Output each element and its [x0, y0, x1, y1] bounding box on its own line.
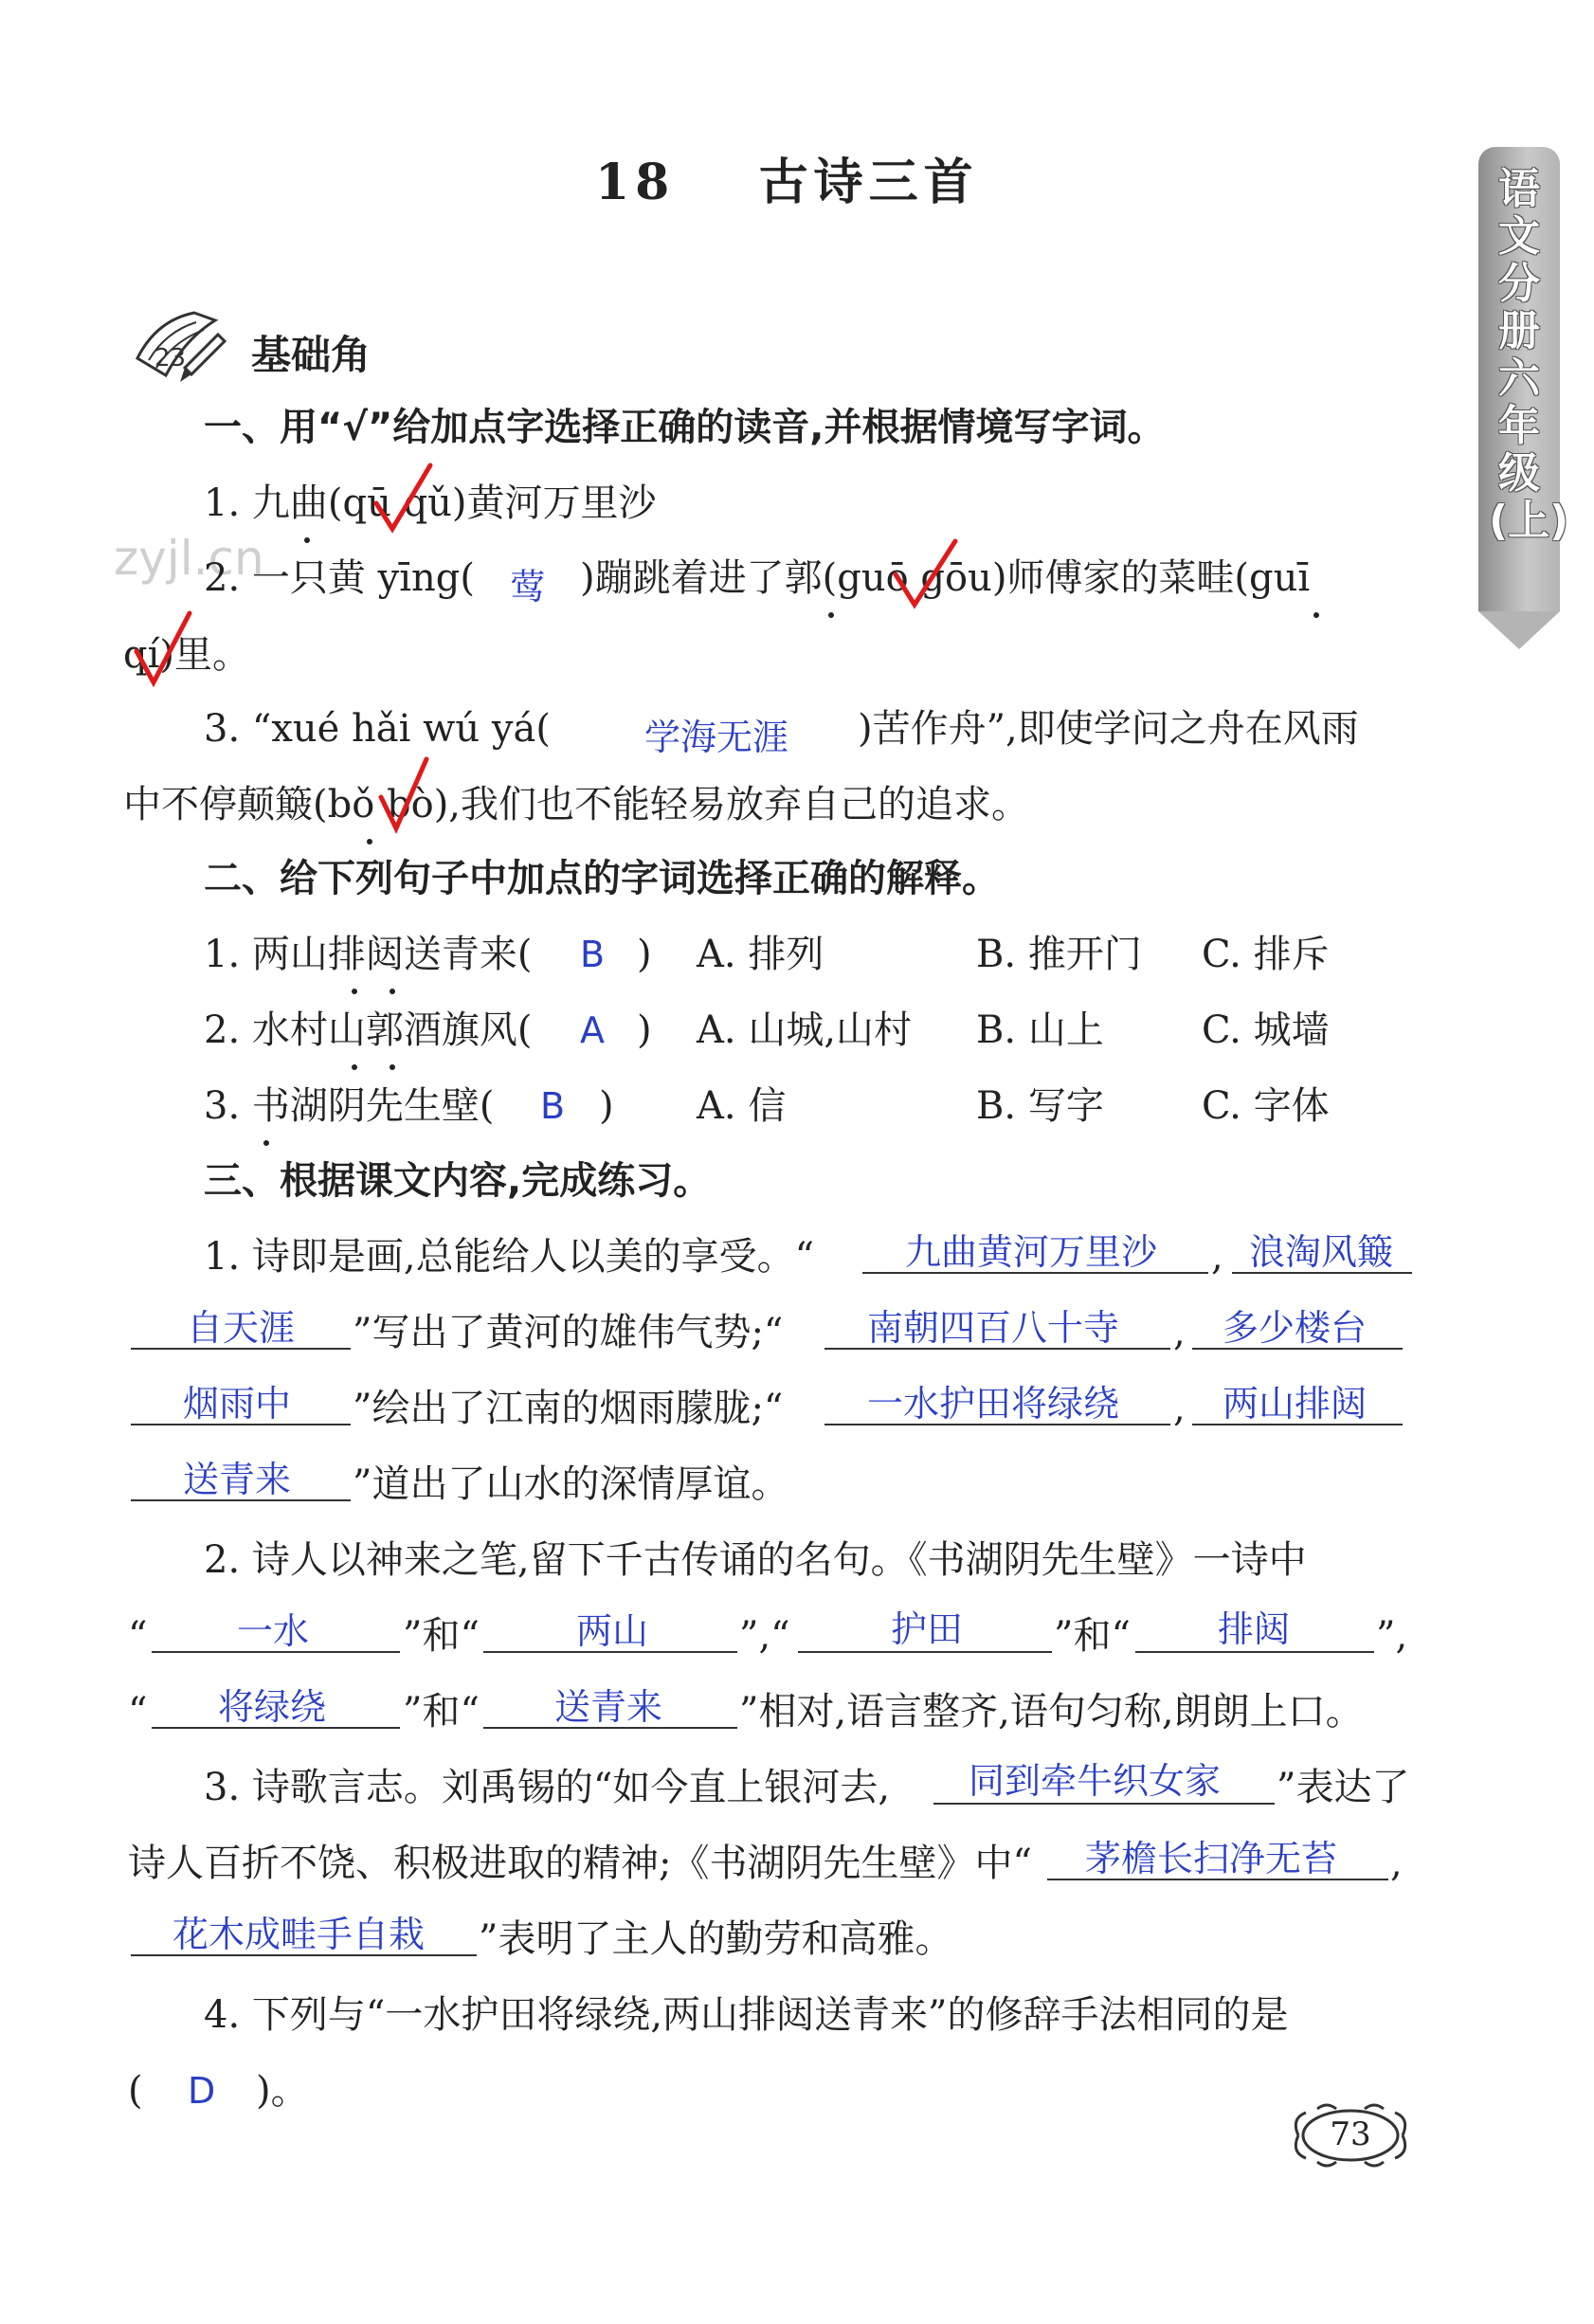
- q3-p1-text4: ”道出了山水的深情厚谊。: [353, 1462, 789, 1506]
- checkmark-icon: [891, 536, 962, 612]
- answer: 送青来: [183, 1459, 292, 1500]
- q3-p3-text3: ”表明了主人的勤劳和高雅。: [479, 1917, 953, 1961]
- q3-p3-line2: 诗人百折不饶、积极进取的精神;《书湖阴先生壁》中“: [128, 1842, 1032, 1885]
- emphasis-dot: [389, 989, 395, 994]
- emphasis-dot: [352, 1064, 357, 1070]
- emphasis-dot: [1313, 612, 1319, 618]
- q1-item3-b: )苦作舟”,即使学问之舟在风雨: [858, 707, 1359, 751]
- q2-option-c: C. 字体: [1202, 1084, 1330, 1128]
- answer: 送青来: [554, 1686, 663, 1728]
- answer: 浪淘风簸: [1249, 1231, 1394, 1273]
- q2-stem: 1. 两山排闼送青来(: [204, 933, 533, 976]
- q2-stem: 3. 书湖阴先生壁(: [204, 1084, 495, 1128]
- punct: “: [128, 1614, 148, 1658]
- q3-p2-tail: ”相对,语言整齐,语句匀称,朗朗上口。: [739, 1690, 1364, 1734]
- q2-close: ): [599, 1084, 614, 1128]
- q3-p4-line1: 4. 下列与“一水护田将绿绕,两山排闼送青来”的修辞手法相同的是: [204, 1993, 1289, 2037]
- q2-option-b: B. 山上: [976, 1008, 1104, 1052]
- emphasis-dot: [263, 1140, 269, 1146]
- q2-heading: 二、给下列句子中加点的字词选择正确的解释。: [204, 857, 1000, 900]
- answer: 一水护田将绿绕: [867, 1383, 1120, 1425]
- page-number: 73: [1330, 2115, 1371, 2153]
- q2-option-c: C. 城墙: [1202, 1008, 1330, 1052]
- side-tab-label: 语文分册 六年级(上): [1489, 165, 1569, 545]
- q3-p2-line1: 2. 诗人以神来之笔,留下千古传诵的名句。《书湖阴先生壁》一诗中: [204, 1538, 1307, 1582]
- answer: 同到牵牛织女家: [969, 1760, 1222, 1802]
- q3-heading: 三、根据课文内容,完成练习。: [204, 1159, 712, 1203]
- q3-p3-text1: ”表达了: [1277, 1766, 1410, 1809]
- q3-p1-line1: 1. 诗即是画,总能给人以美的享受。“: [204, 1235, 815, 1279]
- punct: ,: [1173, 1311, 1186, 1354]
- q2-option-b: B. 写字: [976, 1084, 1104, 1128]
- answer: 花木成畦手自栽: [172, 1914, 426, 1955]
- q1-item3-a: 3. “xué hǎi wú yá(: [204, 707, 551, 751]
- q2-stem: 2. 水村山郭酒旗风(: [204, 1008, 533, 1052]
- answer: 排闼: [1218, 1608, 1291, 1650]
- q3-p1-text2: ”写出了黄河的雄伟气势;“: [353, 1311, 784, 1354]
- q1-item2-answer: 莺: [510, 566, 547, 608]
- answer: 两山: [576, 1610, 649, 1652]
- q2-option-a: A. 信: [697, 1084, 787, 1128]
- q2-close: ): [637, 933, 652, 976]
- svg-text:23: 23: [154, 344, 187, 372]
- punct: ”,: [1376, 1614, 1408, 1658]
- answer: 九曲黄河万里沙: [905, 1231, 1158, 1273]
- q2-answer: B: [580, 934, 606, 975]
- q3-p1-text3: ”绘出了江南的烟雨朦胧;“: [353, 1387, 784, 1430]
- q1-item1: 1. 九曲(qū qǔ)黄河万里沙: [204, 481, 657, 525]
- answer: 护田: [891, 1608, 964, 1650]
- punct: ”和“: [1054, 1614, 1131, 1658]
- q1-item2-a: 2. 一只黄 yīng(: [204, 556, 475, 600]
- emphasis-dot: [352, 989, 357, 994]
- q2-option-c: C. 排斥: [1202, 933, 1330, 976]
- punct: (: [128, 2069, 143, 2113]
- page-title: [595, 142, 979, 213]
- q2-answer: B: [540, 1085, 566, 1127]
- answer: 南朝四百八十寺: [867, 1307, 1120, 1349]
- q2-option-a: A. 山城,山村: [697, 1008, 913, 1052]
- answer: 一水: [237, 1610, 310, 1652]
- punct: ”和“: [403, 1690, 480, 1734]
- punct: )。: [256, 2069, 309, 2113]
- emphasis-dot: [367, 839, 372, 844]
- q2-option-a: A. 排列: [697, 933, 824, 976]
- punct: “: [128, 1690, 148, 1734]
- answer: 烟雨中: [183, 1383, 292, 1425]
- checkmark-icon: [131, 608, 197, 689]
- punct: ”和“: [403, 1614, 480, 1658]
- q2-answer: A: [580, 1009, 605, 1051]
- answer: 茅檐长扫净无苔: [1085, 1838, 1338, 1879]
- q3-p3-line1: 3. 诗歌言志。刘禹锡的“如今直上银河去,: [204, 1766, 891, 1809]
- checkmark-icon: [377, 754, 434, 835]
- punct: ,: [1390, 1842, 1403, 1885]
- lesson-title: 古诗三首: [758, 154, 979, 211]
- answer: 自天涯: [187, 1307, 296, 1349]
- answer: D: [188, 2070, 216, 2112]
- q1-item3-answer: 学海无涯: [644, 717, 789, 758]
- q2-close: ): [637, 1008, 652, 1052]
- q1-item2-c: qí)里。: [123, 633, 251, 677]
- emphasis-dot: [304, 537, 310, 543]
- q2-option-b: B. 推开门: [976, 933, 1142, 976]
- answer: 两山排闼: [1223, 1383, 1368, 1425]
- lesson-number: 18: [595, 154, 676, 211]
- punct: ,: [1173, 1387, 1186, 1430]
- punct: ,: [1211, 1235, 1223, 1279]
- notebook-pencil-icon: [128, 301, 232, 391]
- answer: 多少楼台: [1223, 1307, 1368, 1349]
- q1-heading: 一、用“√”给加点字选择正确的读音,并根据情境写字词。: [204, 406, 1166, 449]
- answer: 将绿绕: [218, 1686, 327, 1728]
- punct: ”,“: [739, 1614, 790, 1658]
- checkmark-icon: [371, 461, 438, 536]
- emphasis-dot: [389, 1064, 395, 1070]
- q1-item2-b: )蹦跳着进了郭(guō gōu)师傅家的菜畦(guī: [580, 556, 1311, 600]
- emphasis-dot: [828, 612, 834, 618]
- watermark: zyjl.cn: [114, 531, 264, 586]
- q1-item3-c: 中不停颠簸(bǒ bò),我们也不能轻易放弃自己的追求。: [123, 783, 1030, 826]
- section-label: 基础角: [251, 332, 371, 378]
